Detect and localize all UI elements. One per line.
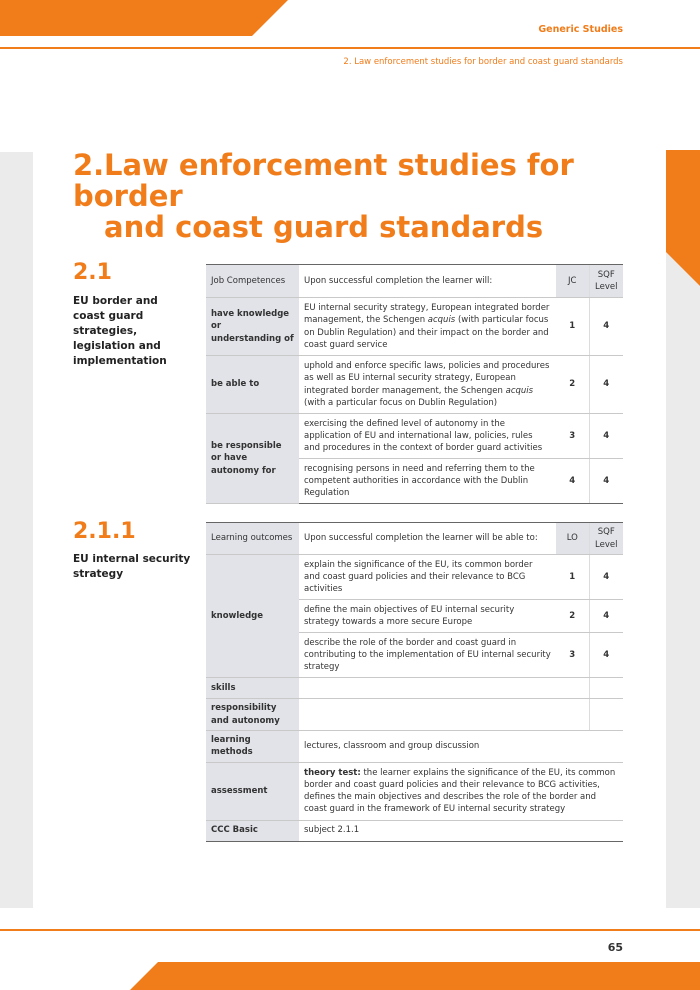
section-number: 2.1 — [73, 260, 112, 285]
row-label: skills — [206, 678, 299, 699]
row-description: describe the role of the border and coast guard in contributing to the implementation of EU internal security strategy — [299, 633, 556, 678]
header-section-label: Generic Studies — [538, 24, 623, 35]
lo-value: 2 — [556, 600, 589, 633]
section-title: EU border and coast guard strategies, legislation and implementation — [73, 295, 167, 367]
row-description: explain the significance of the EU, its common border and coast guard policies and their relevance to BCG activities — [299, 555, 556, 600]
chapter-title-line1: Law enforcement studies for border — [73, 148, 574, 213]
table-row — [206, 678, 623, 699]
page-number: 65 — [607, 941, 623, 954]
jc-value: 1 — [556, 298, 589, 356]
table-row — [206, 555, 623, 600]
header-cell: Upon successful completion the learner will be able to: — [299, 523, 556, 555]
header-divider — [0, 47, 700, 49]
table-row — [206, 820, 623, 841]
chapter-number: 2. — [73, 148, 105, 182]
header-chapter-label: 2. Law enforcement studies for border and coast guard standards — [343, 57, 623, 67]
sqf-value: 4 — [589, 555, 623, 600]
header-cell: LO — [556, 523, 589, 555]
sqf-value: 4 — [589, 600, 623, 633]
header-cell: SQF Level — [589, 523, 623, 555]
row-label: CCC Basic — [206, 820, 299, 841]
row-label: be able to — [206, 356, 299, 414]
header-cell: Upon successful completion the learner will: — [299, 265, 556, 298]
row-label: assessment — [206, 762, 299, 820]
table-row — [206, 699, 623, 731]
header-orange-band — [0, 0, 288, 36]
row-label: have knowledge or understanding of — [206, 298, 299, 356]
footer-orange-band — [130, 962, 700, 990]
sqf-value: 4 — [589, 298, 623, 356]
sqf-value: 4 — [589, 356, 623, 414]
row-label: be responsible or have autonomy for — [206, 414, 299, 504]
table-header-row — [206, 523, 623, 555]
jc-value: 3 — [556, 414, 589, 459]
learning-outcomes-table — [206, 522, 623, 842]
table-header-row — [206, 265, 623, 298]
row-description: define the main objectives of EU internal security strategy towards a more secure Europe — [299, 600, 556, 633]
row-description: recognising persons in need and referring them to the competent authorities in accordance with the Dublin Regulation — [299, 459, 556, 504]
lo-value: 3 — [556, 633, 589, 678]
chapter-title — [73, 150, 653, 243]
table-row — [206, 762, 623, 820]
row-description: exercising the defined level of autonomy in the application of EU and international law, policies, rules and procedures in the context of border guard activities — [299, 414, 556, 459]
chapter-tab-marker — [666, 150, 700, 286]
row-label: knowledge — [206, 555, 299, 678]
row-label: learning methods — [206, 731, 299, 763]
row-description: subject 2.1.1 — [299, 820, 623, 841]
header-cell: SQF Level — [589, 265, 623, 298]
left-margin-strip — [0, 152, 33, 908]
sqf-value: 4 — [589, 633, 623, 678]
sqf-value: 4 — [589, 414, 623, 459]
table-row — [206, 298, 623, 356]
row-description: lectures, classroom and group discussion — [299, 731, 623, 763]
row-description: theory test: the learner explains the significance of the EU, its common border and coast guard policies and their relevance to BCG activities, defines the main objectives and describes the role of the border and coast guard in the framework of EU internal security strategy — [299, 762, 623, 820]
sqf-value: 4 — [589, 459, 623, 504]
table-row — [206, 414, 623, 459]
header-cell: Learning outcomes — [206, 523, 299, 555]
table-row — [206, 356, 623, 414]
subsection-title: EU internal security strategy — [73, 553, 191, 580]
chapter-title-line2: and coast guard standards — [104, 210, 544, 244]
subsection-number: 2.1.1 — [73, 519, 136, 544]
row-description: uphold and enforce specific laws, policies and procedures as well as EU internal security strategy, European integrated border management, the Schengen acquis (with a particular focus on Dublin Regulation) — [299, 356, 556, 414]
jc-value: 2 — [556, 356, 589, 414]
lo-value: 1 — [556, 555, 589, 600]
header-cell: Job Competences — [206, 265, 299, 298]
header-cell: JC — [556, 265, 589, 298]
jc-value: 4 — [556, 459, 589, 504]
row-description: EU internal security strategy, European integrated border management, the Schengen acquis (with particular focus on Dublin Regulation) and their impact on the border and coast guard service — [299, 298, 556, 356]
job-competences-table — [206, 264, 623, 504]
table-row — [206, 731, 623, 763]
row-label: responsibility and autonomy — [206, 699, 299, 731]
footer-divider — [0, 929, 700, 931]
